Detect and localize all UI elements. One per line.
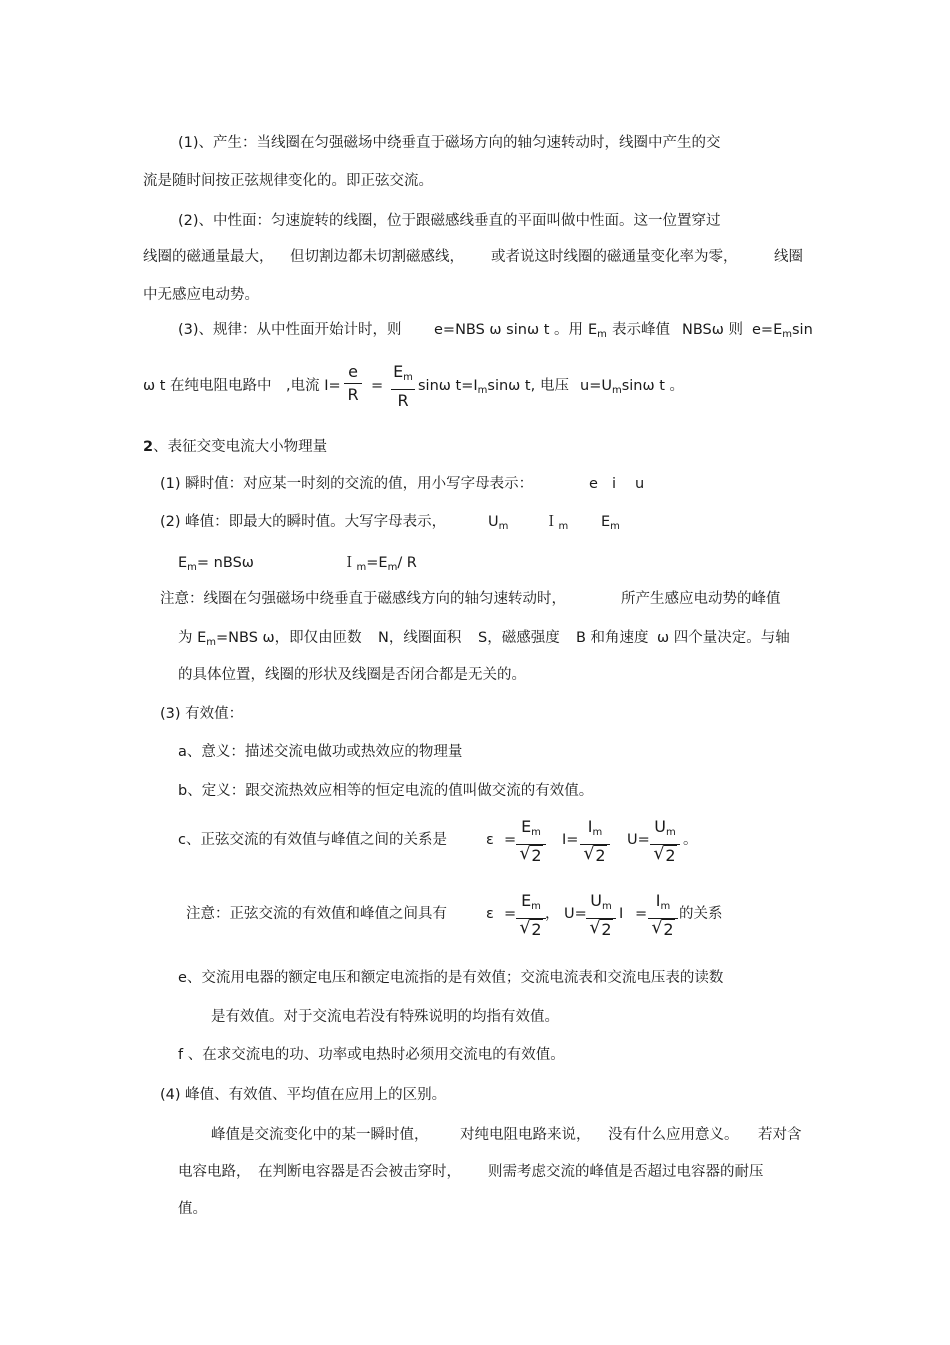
note-2-fraction-em: $E_m$ √ 2 <box>516 891 546 940</box>
symbol-e: e <box>589 476 598 492</box>
fraction-im-over-sqrt2: $I_m$ √ 2 <box>580 817 610 866</box>
symbol-em: $E_m$ <box>601 514 620 532</box>
formula-im-em-r: $I_m=E_m/$ R <box>342 555 417 573</box>
i-equals: I= <box>562 832 579 848</box>
para-2-line-2c: 或者说这时线圈的磁通量变化率为零， <box>491 249 738 265</box>
period-mark: 。 <box>683 832 698 848</box>
para-3-line-2a: ω t 在纯电阻电路中 <box>143 378 272 394</box>
equals-sign-2: = <box>504 832 517 848</box>
note-2-fraction-im: $I_m$ √ 2 <box>648 891 678 940</box>
note-1-line-2c: S，磁感强度 <box>478 630 560 646</box>
section-4-line-3: 值。 <box>178 1201 207 1217</box>
effective-value-title: (3) 有效值： <box>160 706 244 722</box>
note-2-fraction-um: $U_m$ √ 2 <box>586 891 616 940</box>
symbol-epsilon: ε <box>486 832 494 848</box>
para-2-line-2a: 线圈的磁通量最大， <box>143 249 274 265</box>
para-3-peak-text: 表示峰值 <box>612 322 670 338</box>
equals-sign: = <box>371 378 384 394</box>
para-3-e-em-sin: $e=E_m\sin$ <box>752 322 813 340</box>
fraction-em-over-sqrt2: $E_m$ √ 2 <box>516 817 546 866</box>
effective-meaning: a、意义：描述交流电做功或热效应的物理量 <box>178 744 463 760</box>
note-1-line-2e: ω 四个量决定。与轴 <box>657 630 790 646</box>
symbol-i: i <box>612 476 617 492</box>
para-2-line-2b: 但切割边都未切割磁感线， <box>290 249 464 265</box>
section-4-line-1d: 若对含 <box>758 1127 802 1143</box>
note-1-line-2b: N，线圈面积 <box>378 630 462 646</box>
effective-definition: b、定义：跟交流热效应相等的恒定电流的值叫做交流的有效值。 <box>178 783 594 799</box>
para-3-nbs: NBSω 则 <box>682 322 743 338</box>
section-4-line-2a: 电容电路， <box>178 1164 251 1180</box>
fraction-um-over-sqrt2: $U_m$ √ 2 <box>650 817 680 866</box>
note-2-epsilon: ε <box>486 906 494 922</box>
note-2-i: I <box>619 906 624 922</box>
symbol-u: u <box>635 476 645 492</box>
para-3-formula-e: e=NBS ω sinω t 。用 <box>434 322 583 338</box>
para-3-em: $E_m$ <box>588 322 607 340</box>
para-3-intro: (3)、规律：从中性面开始计时，则 <box>178 322 402 338</box>
para-2-line-1: (2)、中性面：匀速旋转的线圈，位于跟磁感线垂直的平面叫做中性面。这一位置穿过 <box>178 213 721 229</box>
effective-power-line: f 、在求交流电的功、功率或电热时必须用交流电的有效值。 <box>178 1047 565 1063</box>
effective-rated-line-2: 是有效值。对于交流电若没有特殊说明的均指有效值。 <box>211 1009 559 1025</box>
section-4-line-1a: 峰值是交流变化中的某一瞬时值， <box>211 1127 429 1143</box>
fraction-e-over-r: e R <box>344 362 362 405</box>
formula-em-nbs: $E_m= nBS\omega$ <box>178 555 254 573</box>
section-4-line-1c: 没有什么应用意义。 <box>608 1127 739 1143</box>
para-2-line-3: 中无感应电动势。 <box>143 287 259 303</box>
para-3-current-formula: sinω $t=I_m\sin\omega$ t, <box>418 378 536 396</box>
para-1-line-1: (1)、产生：当线圈在匀强磁场中绕垂直于磁场方向的轴匀速转动时，线圈中产生的交 <box>178 135 721 151</box>
peak-value-line: (2) 峰值：即最大的瞬时值。大写字母表示， <box>160 514 447 530</box>
section-4-line-2c: 则需考虑交流的峰值是否超过电容器的耐压 <box>488 1164 764 1180</box>
section-4-line-2b: 在判断电容器是否会被击穿时， <box>258 1164 461 1180</box>
note-1-line-2d: B 和角速度 <box>576 630 649 646</box>
fraction-em-over-r: $E_m$ R <box>391 362 415 411</box>
para-3-current-label: ,电流 I= <box>286 378 341 394</box>
note-2-u-equals: U= <box>564 906 587 922</box>
para-3-voltage-formula: $u=U_m\sin\omega$ t 。 <box>580 378 685 396</box>
note-2-label: 注意：正弦交流的有效值和峰值之间具有 <box>186 906 447 922</box>
note-1-line-1a: 注意：线圈在匀强磁场中绕垂直于磁感线方向的轴匀速转动时， <box>160 591 566 607</box>
section-4-title: (4) 峰值、有效值、平均值在应用上的区别。 <box>160 1087 447 1103</box>
u-equals: U= <box>627 832 650 848</box>
section-4-line-1b: 对纯电阻电路来说， <box>460 1127 591 1143</box>
note-1-line-3: 的具体位置，线圈的形状及线圈是否闭合都是无关的。 <box>178 667 526 683</box>
symbol-im: Ｉ$_m$ <box>544 514 569 532</box>
section-2-heading: 2、表征交变电流大小物理量 <box>143 439 328 455</box>
symbol-um: $U_m$ <box>488 514 509 532</box>
note-2-equals-2: = <box>635 906 648 922</box>
note-2-end: 的关系 <box>679 906 723 922</box>
para-2-line-2d: 线圈 <box>774 249 803 265</box>
instantaneous-value-line: (1) 瞬时值：对应某一时刻的交流的值，用小写字母表示： <box>160 476 534 492</box>
note-2-comma: ， <box>545 906 560 922</box>
note-1-line-2a: 为 $E_m=NBS$ ω，即仅由匝数 <box>178 630 362 648</box>
effective-rated-line-1: e、交流用电器的额定电压和额定电流指的是有效值；交流电流表和交流电压表的读数 <box>178 970 724 986</box>
para-3-voltage-label: 电压 <box>540 378 569 394</box>
note-2-equals: = <box>504 906 517 922</box>
note-1-line-1b: 所产生感应电动势的峰值 <box>621 591 781 607</box>
effective-relation-label: c、正弦交流的有效值与峰值之间的关系是 <box>178 832 447 848</box>
para-1-line-2: 流是随时间按正弦规律变化的。即正弦交流。 <box>143 173 433 189</box>
